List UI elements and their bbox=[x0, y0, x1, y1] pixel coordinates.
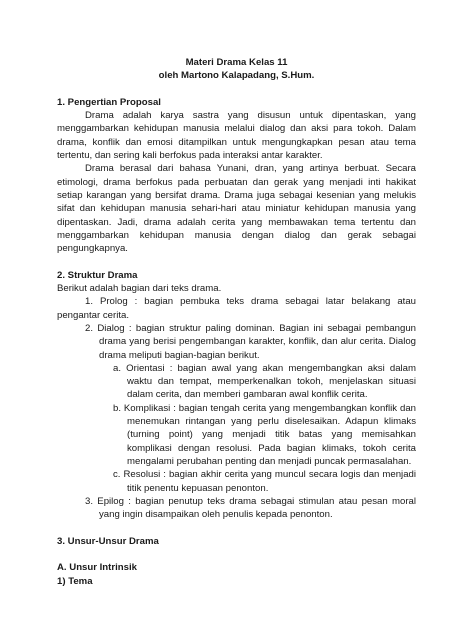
list-item-prolog: 1. Prolog : bagian pembuka teks drama sebagai latar belakang atau pengantar cerita. bbox=[57, 296, 416, 321]
sub-item-resolusi: c. Resolusi : bagian akhir cerita yang muncul secara logis dan menjadi titik penentu kepuasan penonton. bbox=[113, 469, 416, 494]
list-item-epilog: 3. Epilog : bagian penutup teks drama sebagai stimulan atau pesan moral yang ingin disampaikan oleh penulis kepada penonton. bbox=[85, 495, 416, 521]
section-heading-struktur: 2. Struktur Drama bbox=[57, 269, 138, 281]
sub-item-komplikasi: b. Komplikasi : bagian tengah cerita yang mengembangkan konflik dan menemukan rintangan yang perlu diselesaikan. Adapun klimaks (turning point) yang menjadi titik batas yang memisahkan komplikasi dengan resolusi. Pada bagian klimaks, tokoh cerita mengalami perubahan penting dan menjadi puncak permasalahan. bbox=[113, 402, 416, 467]
document-title: Materi Drama Kelas 11 bbox=[185, 57, 288, 68]
spacer bbox=[57, 255, 416, 268]
spacer bbox=[57, 521, 416, 534]
sub-item-orientasi: a. Orientasi : bagian awal yang akan mengembangkan aksi dalam waktu dan tempat, memperkenalkan tokoh, menjelaskan situasi dalam cerita, dan memberi gambaran awal konflik cerita. bbox=[113, 362, 416, 401]
paragraph-etymology: Drama berasal dari bahasa Yunani, dran, yang artinya berbuat. Secara etimologi, drama berfokus pada perbuatan dan gerak yang menjadi inti hakikat setiap karangan yang bersifat drama. Drama juga sebagai kesenian yang melukis sifat dan kehidupan manusia sehari-hari atau miniatur kehidupan manusia yang dipentaskan. Jadi, drama adalah cerita yang membawakan tema tertentu dan menggambarkan kehidupan manusia dengan dialog dan gerak sebagai pengungkapnya. bbox=[57, 163, 416, 255]
subsection-heading-intrinsik: A. Unsur Intrinsik bbox=[57, 562, 137, 574]
section-heading-unsur: 3. Unsur-Unsur Drama bbox=[57, 535, 159, 547]
paragraph-definition: Drama adalah karya sastra yang disusun untuk dipentaskan, yang menggambarkan kehidupan manusia melalui dialog dan aksi para tokoh. Dalam drama, konflik dan emosi ditampilkan untuk mengungkapkan pesan atau tema tertentu, dan sering kali berfokus pada interaksi antar karakter. bbox=[57, 110, 416, 162]
list-item-dialog: 2. Dialog : bagian struktur paling dominan. Bagian ini sebagai pembangun drama yang berisi pengembangan karakter, konflik, dan alur cerita. Dialog drama meliputi bagian-bagian berikut. bbox=[85, 322, 416, 361]
subsection-heading-tema: 1) Tema bbox=[57, 575, 93, 587]
section-heading-pengertian: 1. Pengertian Proposal bbox=[57, 96, 161, 108]
spacer bbox=[57, 548, 416, 561]
struktur-intro: Berikut adalah bagian dari teks drama. bbox=[57, 283, 222, 295]
spacer bbox=[57, 83, 416, 96]
document-title-block bbox=[57, 56, 416, 83]
document-author: oleh Martono Kalapadang, S.Hum. bbox=[158, 70, 315, 82]
